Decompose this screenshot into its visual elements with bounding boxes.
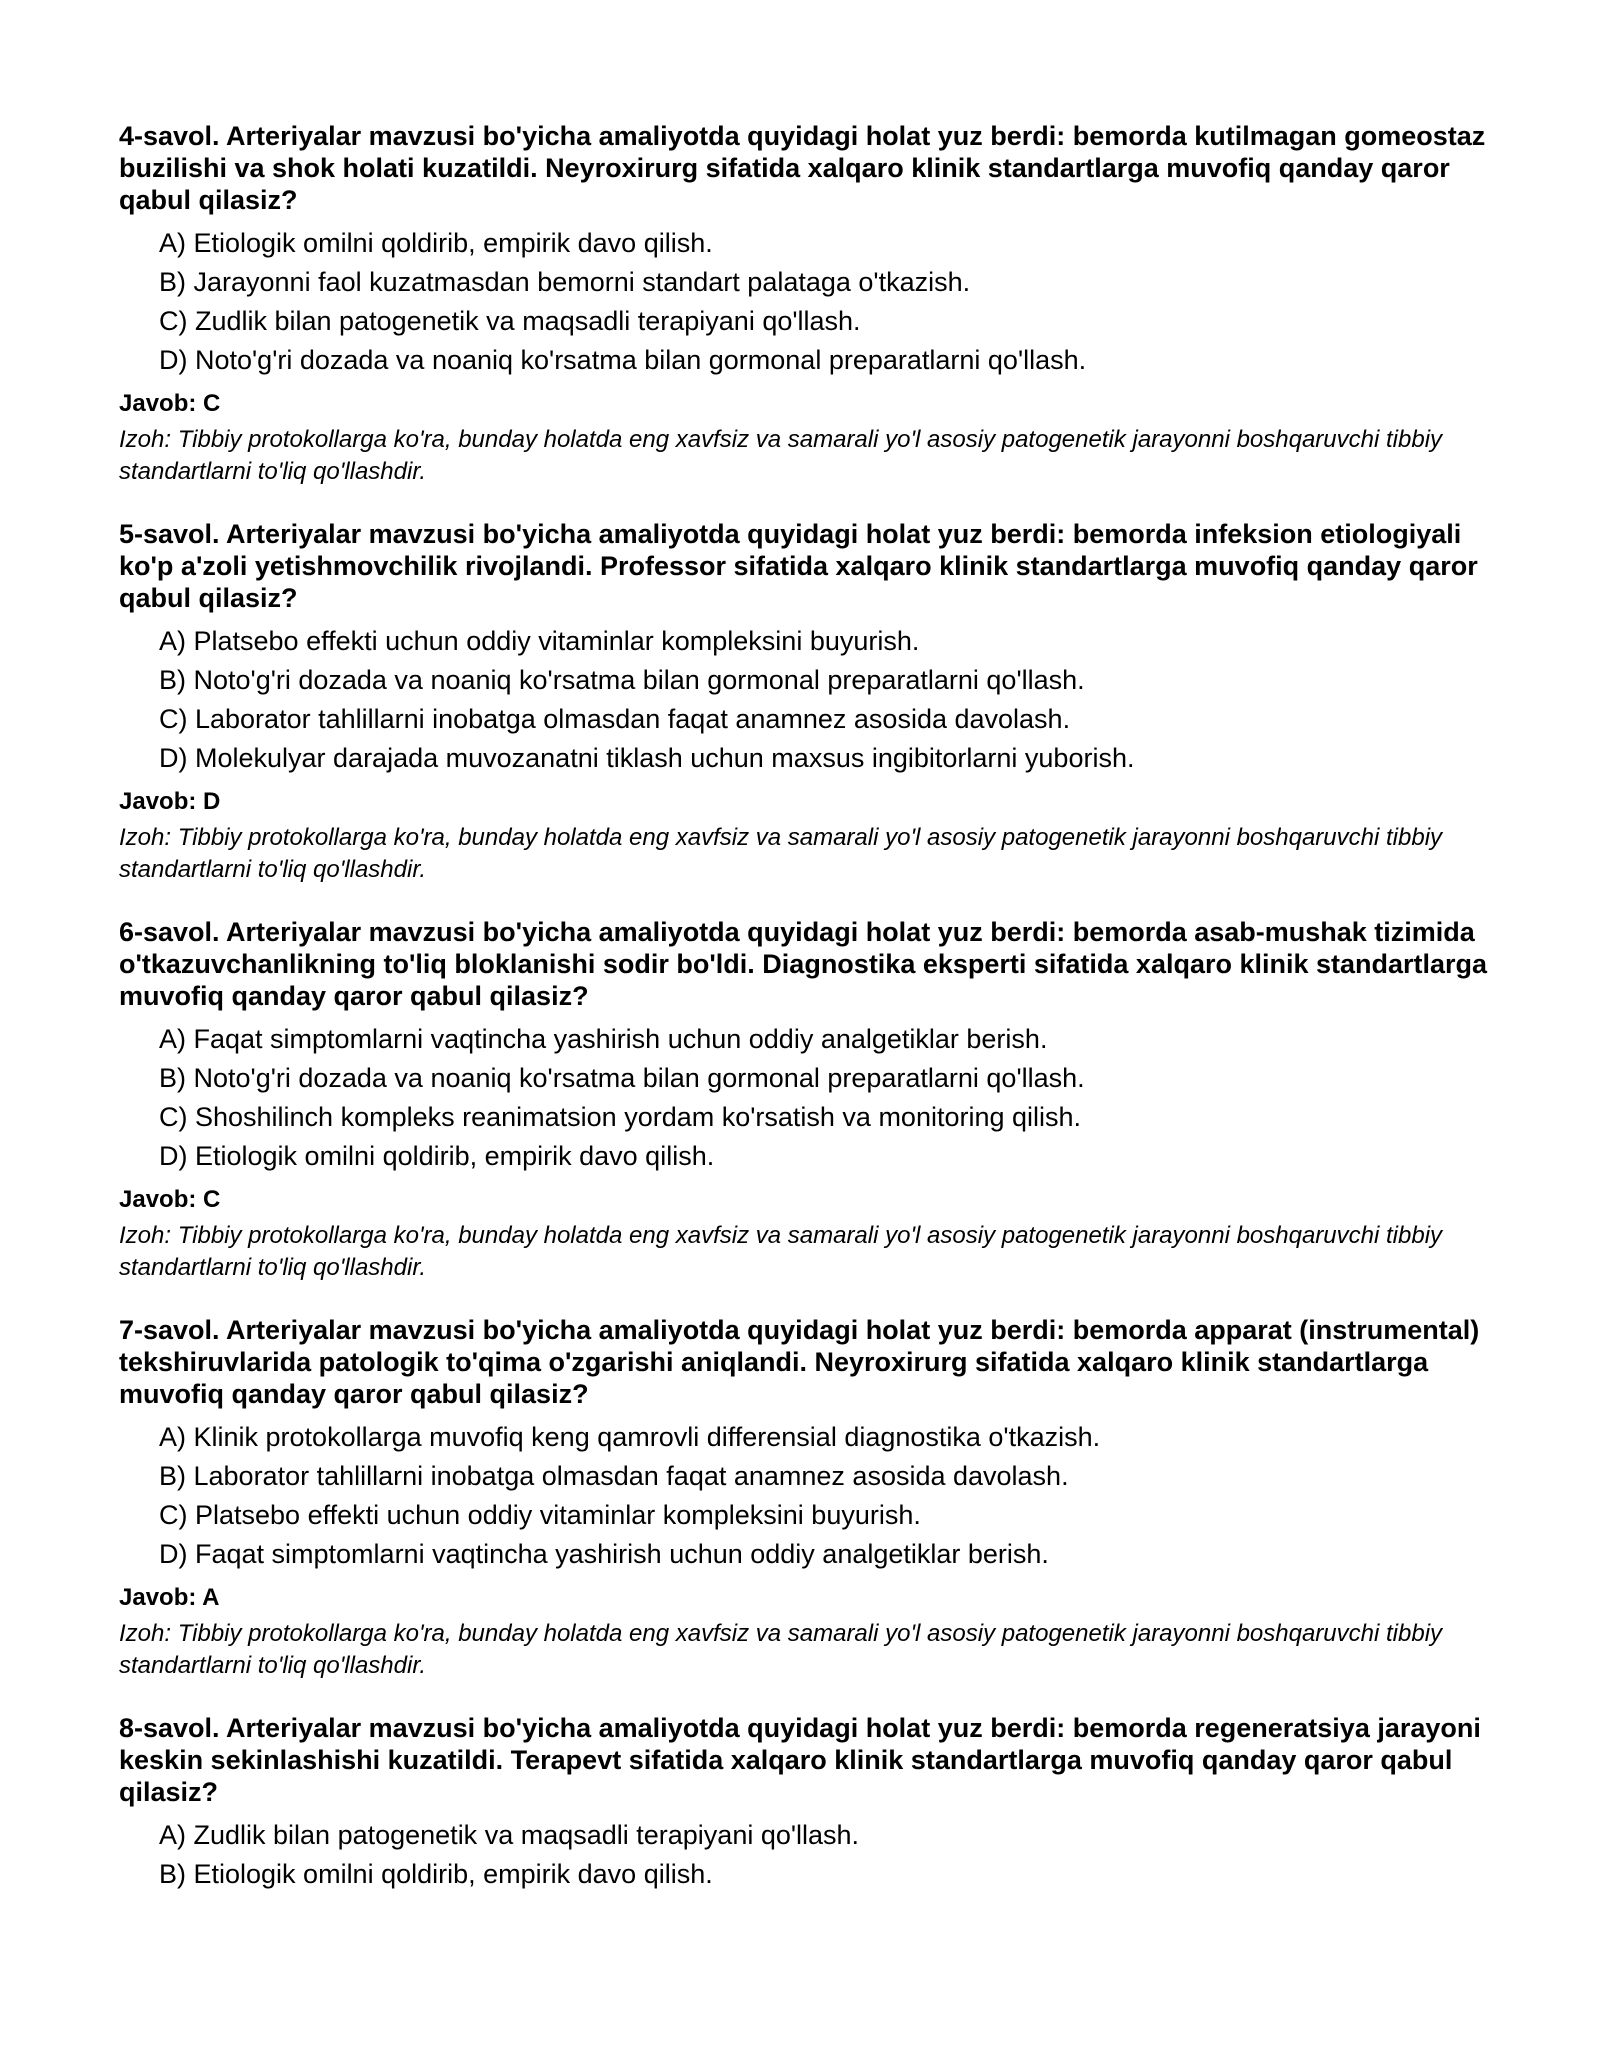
option-list: [119, 224, 1489, 380]
explanation-note: Izoh: Tibbiy protokollarga ko'ra, bunday holatda eng xavfsiz va samarali yo'l asosiy patogenetik jarayonni boshqaruvchi tibbiy standartlarni to'liq qo'llashdir.: [119, 1620, 1443, 1679]
question-block: [119, 518, 1489, 886]
question-block: [119, 1712, 1489, 1894]
option-c: C) Shoshilinch kompleks reanimatsion yordam ko'rsatish va monitoring qilish.: [159, 1102, 1082, 1132]
option-b: B) Etiologik omilni qoldirib, empirik davo qilish.: [159, 1859, 713, 1889]
question-title: 4-savol. Arteriyalar mavzusi bo'yicha amaliyotda quyidagi holat yuz berdi: bemorda kutilmagan gomeostaz buzilishi va shok holati kuzatildi. Neyroxirurg sifatida xalqaro klinik standartlarga muvofiq qanday qaror qabul qilasiz?: [119, 121, 1486, 215]
question-title: 5-savol. Arteriyalar mavzusi bo'yicha amaliyotda quyidagi holat yuz berdi: bemorda infeksion etiologiyali ko'p a'zoli yetishmovchilik rivojlandi. Professor sifatida xalqaro klinik standartlarga muvofiq qanday qaror qabul qilasiz?: [119, 519, 1478, 613]
question-title: 6-savol. Arteriyalar mavzusi bo'yicha amaliyotda quyidagi holat yuz berdi: bemorda asab-mushak tizimida o'tkazuvchanlikning to'liq bloklanishi sodir bo'ldi. Diagnostika eksperti sifatida xalqaro klinik standartlarga muvofiq qanday qaror qabul qilasiz?: [119, 917, 1488, 1011]
option-list: [119, 1816, 1489, 1894]
option-list: [119, 622, 1489, 778]
option-a: A) Etiologik omilni qoldirib, empirik davo qilish.: [159, 228, 713, 258]
option-a: A) Faqat simptomlarni vaqtincha yashirish uchun oddiy analgetiklar berish.: [159, 1024, 1048, 1054]
option-b: B) Laborator tahlillarni inobatga olmasdan faqat anamnez asosida davolash.: [159, 1461, 1069, 1491]
question-block: [119, 1314, 1489, 1682]
option-c: C) Zudlik bilan patogenetik va maqsadli terapiyani qo'llash.: [159, 306, 861, 336]
document-page: [119, 120, 1489, 1924]
answer-label: Javob: A: [119, 1584, 220, 1611]
question-block: [119, 916, 1489, 1284]
explanation-note: Izoh: Tibbiy protokollarga ko'ra, bunday holatda eng xavfsiz va samarali yo'l asosiy patogenetik jarayonni boshqaruvchi tibbiy standartlarni to'liq qo'llashdir.: [119, 824, 1443, 883]
question-title: 7-savol. Arteriyalar mavzusi bo'yicha amaliyotda quyidagi holat yuz berdi: bemorda apparat (instrumental) tekshiruvlarida patologik to'qima o'zgarishi aniqlandi. Neyroxirurg sifatida xalqaro klinik standartlarga muvofiq qanday qaror qabul qilasiz?: [119, 1315, 1480, 1409]
option-b: B) Noto'g'ri dozada va noaniq ko'rsatma bilan gormonal preparatlarni qo'llash.: [159, 665, 1085, 695]
option-d: D) Molekulyar darajada muvozanatni tiklash uchun maxsus ingibitorlarni yuborish.: [159, 743, 1135, 773]
answer-label: Javob: C: [119, 1186, 221, 1213]
question-title: 8-savol. Arteriyalar mavzusi bo'yicha amaliyotda quyidagi holat yuz berdi: bemorda regeneratsiya jarayoni keskin sekinlashishi kuzatildi. Terapevt sifatida xalqaro klinik standartlarga muvofiq qanday qaror qabul qilasiz?: [119, 1713, 1481, 1807]
answer-label: Javob: C: [119, 390, 221, 417]
option-d: D) Faqat simptomlarni vaqtincha yashirish uchun oddiy analgetiklar berish.: [159, 1539, 1049, 1569]
option-a: A) Zudlik bilan patogenetik va maqsadli terapiyani qo'llash.: [159, 1820, 860, 1850]
explanation-note: Izoh: Tibbiy protokollarga ko'ra, bunday holatda eng xavfsiz va samarali yo'l asosiy patogenetik jarayonni boshqaruvchi tibbiy standartlarni to'liq qo'llashdir.: [119, 426, 1443, 485]
question-block: [119, 120, 1489, 488]
option-d: D) Noto'g'ri dozada va noaniq ko'rsatma bilan gormonal preparatlarni qo'llash.: [159, 345, 1087, 375]
option-a: A) Platsebo effekti uchun oddiy vitaminlar kompleksini buyurish.: [159, 626, 920, 656]
answer-label: Javob: D: [119, 788, 221, 815]
option-b: B) Jarayonni faol kuzatmasdan bemorni standart palataga o'tkazish.: [159, 267, 971, 297]
option-d: D) Etiologik omilni qoldirib, empirik davo qilish.: [159, 1141, 715, 1171]
option-c: C) Laborator tahlillarni inobatga olmasdan faqat anamnez asosida davolash.: [159, 704, 1071, 734]
option-b: B) Noto'g'ri dozada va noaniq ko'rsatma bilan gormonal preparatlarni qo'llash.: [159, 1063, 1085, 1093]
option-a: A) Klinik protokollarga muvofiq keng qamrovli differensial diagnostika o'tkazish.: [159, 1422, 1101, 1452]
option-c: C) Platsebo effekti uchun oddiy vitaminlar kompleksini buyurish.: [159, 1500, 921, 1530]
option-list: [119, 1418, 1489, 1574]
explanation-note: Izoh: Tibbiy protokollarga ko'ra, bunday holatda eng xavfsiz va samarali yo'l asosiy patogenetik jarayonni boshqaruvchi tibbiy standartlarni to'liq qo'llashdir.: [119, 1222, 1443, 1281]
option-list: [119, 1020, 1489, 1176]
